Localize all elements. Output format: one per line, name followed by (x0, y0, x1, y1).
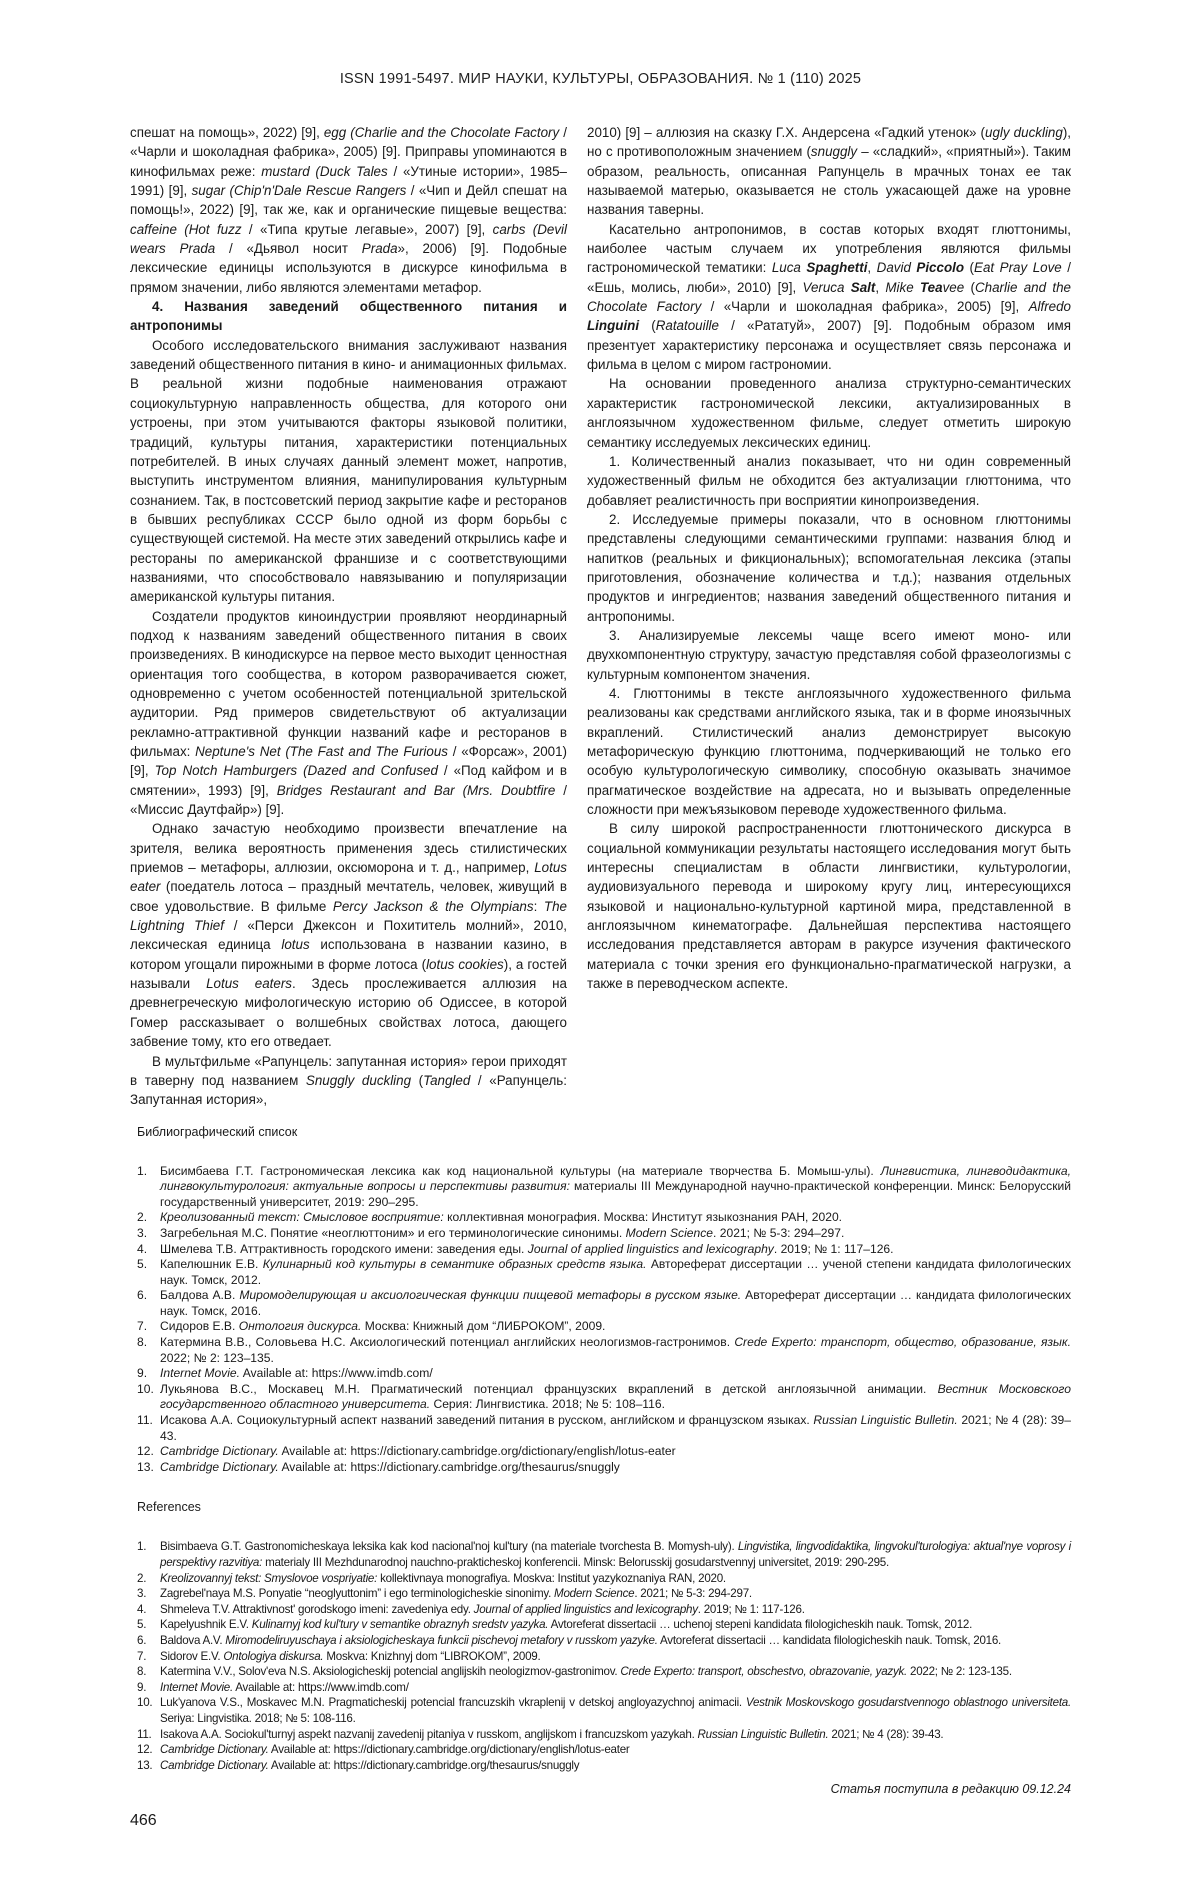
text-run: Available at: https://dictionary.cambridge.org/thesaurus/snuggly (269, 1759, 580, 1772)
text-run: Шмелева Т.В. Аттрактивность городского имени: заведения еды. (160, 1242, 528, 1256)
right-column (587, 123, 1071, 993)
reference-item (137, 1727, 1071, 1743)
text-run: , (875, 280, 885, 295)
reference-number: 13. (137, 1758, 152, 1774)
paragraph (587, 220, 1071, 375)
italic-text: ugly duckling (985, 125, 1063, 140)
text-run: / «Дьявол носит (215, 241, 362, 256)
reference-number: 3. (137, 1586, 146, 1602)
italic-text: Миромоделирующая и аксиологическая функции пищевой метафоры в русском языке. (239, 1288, 741, 1302)
bold-italic-text: Tea (920, 280, 943, 295)
text-run: / «Под кайфом и в смятении», 1993) [9], (130, 763, 567, 797)
italic-text: Russian Linguistic Bulletin. (813, 1413, 957, 1427)
text-run: В мультфильме «Рапунцель: запутанная история» герои приходят в таверну под названием (130, 1054, 567, 1088)
paragraph (587, 626, 1071, 684)
text-run: . 2021; № 5-3: 294-297. (634, 1587, 752, 1600)
reference-item (137, 1210, 1071, 1226)
reference-number: 8. (137, 1335, 147, 1351)
text-run: / «Чарли и шоколадная фабрика», 2005) [9], (701, 299, 1028, 314)
text-run: 2022; № 2: 123-135. (907, 1665, 1012, 1678)
italic-text: Ontologiya diskursa. (223, 1650, 323, 1663)
reference-number: 3. (137, 1226, 147, 1242)
italic-text: Percy Jackson & the Olympians (333, 899, 534, 914)
text-run: Создатели продуктов киноиндустрии проявляют неординарный подход к названиям заведений общественного питания в своих произведениях. В кинодискурсе на первое место выходит ценностная ориентация того сообщества, в котором разворачивается сюжет, одновременно с учетом особенностей потенциальной зрительской аудитории. Ряд примеров свидетельствуют об актуализации рекламно-аттрактивной функции названий кафе и ресторанов в фильмах: (130, 609, 567, 759)
italic-text: The Lightning Thief (130, 899, 567, 933)
text-run: 2021; № 4 (28): 39–43. (160, 1413, 1071, 1443)
bibliography-title: Библиографический список (137, 1124, 1071, 1140)
reference-number: 12. (137, 1444, 154, 1460)
left-column (130, 123, 567, 1110)
text-run: Особого исследовательского внимания заслуживают названия заведений общественного питания в кино- и анимационных фильмах. В реальной жизни подобные наименования отражают социокультурную направленность общества, для которого они устроены, при этом учитываются факторы языковой политики, традиций, культуры питания, характеристики потенциальных потребителей. В иных случаях данный элемент может, напротив, выступить инструментом влияния, манипулирования культурным сознанием. Так, в постсоветский период закрытие кафе и ресторанов в бывших республиках СССР было одной из форм борьбы с существующей системой. На месте этих заведений открылись кафе и рестораны по американской франшизе и с соответствующими названиями, что способствовало навязыванию и популяризации американской культуры питания. (130, 338, 567, 604)
text-run: коллективная монография. Москва: Институт языкознания РАН, 2020. (444, 1210, 842, 1224)
reference-item (137, 1226, 1071, 1242)
text-run: . 2021; № 5-3: 294–297. (713, 1226, 844, 1240)
reference-item (137, 1664, 1071, 1680)
text-run: 3. Анализируемые лексемы чаще всего имеют моно- или двухкомпонентную структуру, зачастую представляя собой фразеологизмы с культурным компонентом значения. (587, 628, 1071, 682)
text-run: ( (964, 280, 975, 295)
reference-number: 1. (137, 1539, 146, 1555)
italic-text: Bridges Restaurant and Bar (Mrs. Doubtfire (277, 783, 556, 798)
paragraph (130, 336, 567, 607)
text-run: : (534, 899, 544, 914)
paragraph (130, 123, 567, 297)
text-run: ), а гостей называли (130, 957, 567, 991)
italic-text: Вестник Московского государственного областного университета. (160, 1382, 1071, 1412)
text-run: Автореферат диссертации … ученой степени кандидата филологических наук. Томск, 2012. (160, 1257, 1071, 1287)
paragraph (587, 123, 1071, 220)
text-run: Капелюшник Е.В. (160, 1257, 263, 1271)
text-run: Бисимбаева Г.Т. Гастрономическая лексика как код национальной культуры (на материале творчества Б. Момыш-улы). (160, 1164, 881, 1178)
italic-text: Lotus eater (130, 860, 567, 894)
reference-number: 2. (137, 1210, 147, 1226)
text-run: использована в названии казино, в котором угощали пирожными в форме лотоса ( (130, 937, 567, 971)
reference-item (137, 1758, 1071, 1774)
italic-text: Veruca (803, 280, 851, 295)
italic-text: Crede Experto: транспорт, общество, образование, язык. (734, 1335, 1071, 1349)
document-page (0, 0, 1200, 1891)
italic-text: Luca (772, 260, 807, 275)
text-run: », 2006) [9]. Подобные лексические единицы используются в дискурсе кинофильма в прямом значении, либо являются элементами метафор. (130, 241, 567, 295)
text-run: 2021; № 4 (28): 39-43. (828, 1728, 943, 1741)
italic-text: Tangled (423, 1073, 470, 1088)
italic-text: Snuggly duckling (306, 1073, 411, 1088)
reference-item (137, 1742, 1071, 1758)
italic-text: Internet Movie. (160, 1681, 233, 1694)
text-run: На основании проведенного анализа структурно-семантических характеристик гастрономической лексики, актуализированных в англоязычном художественном фильме, следует отметить широкую семантику исследуемых лексических единиц. (587, 376, 1071, 449)
reference-item (137, 1460, 1071, 1476)
text-run: Лукьянова В.С., Москавец М.Н. Прагматический потенциал французских вкраплений в детской англоязычной анимации. (160, 1382, 938, 1396)
references-list (137, 1539, 1071, 1773)
italic-text: Journal of applied linguistics and lexicography (528, 1242, 774, 1256)
reference-number: 13. (137, 1460, 154, 1476)
italic-text: Креолизованный текст: Смысловое восприятие: (160, 1210, 444, 1224)
italic-text: Cambridge Dictionary. (160, 1759, 269, 1772)
reference-number: 9. (137, 1366, 147, 1382)
italic-text: Lingvistika, lingvodidaktika, lingvokul'turologiya: aktual'nye voprosy i perspektivy razvitiya: (160, 1540, 1071, 1569)
text-run: / «Перси Джексон и Похититель молний», 2010, лексическая единица (130, 918, 567, 952)
italic-text: Cambridge Dictionary. (160, 1460, 279, 1474)
italic-text: Кулинарный код культуры в семантике образных средств языка. (263, 1257, 647, 1271)
text-run: kollektivnaya monografiya. Moskva: Institut yazykoznaniya RAN, 2020. (377, 1572, 726, 1585)
text-run: (поедатель лотоса – праздный мечтатель, человек, живущий в свое удовольствие. В фильме (130, 879, 567, 913)
reference-number: 2. (137, 1571, 146, 1587)
italic-text: Russian Linguistic Bulletin. (698, 1728, 829, 1741)
page-number: 466 (130, 1811, 1071, 1831)
paragraph (587, 684, 1071, 819)
text-run: / «Форсаж», 2001) [9], (130, 744, 567, 778)
bold-italic-text: Linguini (587, 318, 639, 333)
text-run: 2010) [9] – аллюзия на сказку Г.Х. Андерсена «Гадкий утенок» ( (587, 125, 985, 140)
italic-text: Eat Pray Love (974, 260, 1062, 275)
text-run: Sidorov E.V. (160, 1650, 223, 1663)
reference-item (137, 1164, 1071, 1211)
text-run: – «сладкий», «приятный»). Таким образом, реальность, описанная Рапунцель в мрачных тонах ее так называемой матерью, оказывается не столь ужасающей даже на уровне названия таверны. (587, 144, 1071, 217)
text-run: Available at: https://dictionary.cambridge.org/dictionary/english/lotus-eater (269, 1743, 630, 1756)
section-heading (130, 297, 567, 336)
italic-text: Ratatouille (656, 318, 719, 333)
italic-text: Лингвистика, лингводидактика, лингвокультурология: актуальные вопросы и перспективы развития: (160, 1164, 1071, 1194)
text-run: Исакова А.А. Социокультурный аспект названий заведений питания в русском, английском и французском языках. (160, 1413, 813, 1427)
italic-text: Онтология дискурса. (239, 1319, 362, 1333)
reference-number: 7. (137, 1649, 146, 1665)
reference-item (137, 1382, 1071, 1413)
text-run: Seriya: Lingvistika. 2018; № 5: 108-116. (160, 1712, 356, 1725)
italic-text: Prada (362, 241, 398, 256)
reference-item (137, 1695, 1071, 1726)
reference-number: 5. (137, 1257, 147, 1273)
text-run: 4. Глюттонимы в тексте англоязычного художественного фильма реализованы как средствами английского языка, так и в форме иноязычных вкраплений. Стилистический анализ демонстрирует высокую метафорическую функцию глюттонима, подчеркивающий не только его особую культурологическую символику, способную оказывать значимое прагматическое воздействие на адресата, но и вызывать определенные сложности при межъязыковом переводе художественного фильма. (587, 686, 1071, 817)
reference-item (137, 1539, 1071, 1570)
text-run: 2022; № 2: 123–135. (160, 1351, 274, 1365)
text-run: / «Рапунцель: Запутанная история», (130, 1073, 567, 1107)
journal-header: ISSN 1991-5497. МИР НАУКИ, КУЛЬТУРЫ, ОБРАЗОВАНИЯ. № 1 (110) 2025 (130, 70, 1071, 88)
italic-text: snuggly (811, 144, 857, 159)
italic-text: Miromodeliruyuschaya i aksiologicheskaya funkcii pischevoj metafory v russkom yazyke. (225, 1634, 657, 1647)
reference-number: 4. (137, 1242, 147, 1258)
text-run: . Здесь прослеживается аллюзия на древнегреческую мифологическую историю об Одиссее, в которой Гомер рассказывает о волшебных свойствах лотоса, дающего забвение тому, кто его отведает. (130, 976, 567, 1049)
text-run: В силу широкой распространенности глюттонического дискурса в социальной коммуникации результаты настоящего исследования могут быть интересны специалистам в области лингвистики, культурологии, аудиовизуального перевода и широкому кругу лиц, интересующихся языковой и национально-культурной картиной мира, представленной в англоязычном кинематографе. Дальнейшая перспектива настоящего исследования представляется авторам в ракурсе изучения фактического материала с точки зрения его функционально-прагматической нагрузки, а также в переводческом аспекте. (587, 821, 1071, 991)
reference-item (137, 1617, 1071, 1633)
reference-number: 1. (137, 1164, 147, 1180)
text-run: / «Рататуй», 2007) [9]. Подобным образом имя презентует характеристику персонажа и осуществляет связь персонажа и фильма в целом с миром гастрономии. (587, 318, 1071, 372)
italic-text: Mike (885, 280, 920, 295)
paragraph (587, 819, 1071, 993)
italic-text: David (877, 260, 917, 275)
italic-text: sugar (Chip'n'Dale Rescue Rangers (192, 183, 407, 198)
reference-item (137, 1586, 1071, 1602)
text-run: Москва: Книжный дом “ЛИБРОКОМ”, 2009. (361, 1319, 605, 1333)
italic-text: Neptune's Net (The Fast and The Furious (195, 744, 448, 759)
italic-text: vee (943, 280, 965, 295)
italic-text: Vestnik Moskovskogo gosudarstvennogo oblastnogo universiteta. (746, 1696, 1071, 1709)
reference-item (137, 1602, 1071, 1618)
italic-text: Top Notch Hamburgers (Dazed and Confused (155, 763, 438, 778)
italic-text: egg (Charlie and the Chocolate Factory (324, 125, 559, 140)
bold-italic-text: Salt (851, 280, 876, 295)
text-run: / «Чип и Дейл спешат на помощь!», 2022) [9], так же, как и органические пищевые вещества: (130, 183, 567, 217)
text-run: Moskva: Knizhnyj dom “LIBROKOM”, 2009. (323, 1650, 540, 1663)
italic-text: lotus cookies (426, 957, 504, 972)
text-run: 4. Названия заведений общественного питания и антропонимы (130, 299, 567, 333)
text-run: / «Ешь, молись, люби», 2010) [9], (587, 260, 1071, 294)
paragraph (587, 510, 1071, 626)
italic-text: Lotus eaters (206, 976, 292, 991)
reference-number: 4. (137, 1602, 146, 1618)
text-run: 1. Количественный анализ показывает, что ни один современный художественный фильм не обходится без актуализации глюттонима, что добавляет реалистичность при восприятии кинопроизведения. (587, 454, 1071, 508)
italic-text: lotus (281, 937, 309, 952)
reference-item (137, 1288, 1071, 1319)
text-run: Avtoreferat dissertacii … uchenoj stepeni kandidata filologicheskih nauk. Tomsk, 2012. (548, 1618, 972, 1631)
text-run: ( (639, 318, 656, 333)
reference-number: 10. (137, 1695, 152, 1711)
bold-italic-text: Spaghetti (806, 260, 867, 275)
text-run: материалы III Международной научно-практической конференции. Минск: Белорусский государственный университет, 2019: 290–295. (160, 1179, 1071, 1209)
italic-text: Internet Movie. (160, 1366, 240, 1380)
text-run: . 2019; № 1: 117–126. (774, 1242, 894, 1256)
text-run: Avtoreferat dissertacii … kandidata filologicheskih nauk. Tomsk, 2016. (658, 1634, 1001, 1647)
italic-text: mustard (Duck Tales (261, 164, 387, 179)
paragraph (130, 819, 567, 1051)
reference-item (137, 1571, 1071, 1587)
reference-item (137, 1242, 1071, 1258)
italic-text: Modern Science (626, 1226, 713, 1240)
italic-text: Alfredo (1029, 299, 1071, 314)
text-run: / «Чарли и шоколадная фабрика», 2005) [9]. Приправы упоминаются в кинофильмах реже: (130, 125, 567, 179)
reference-number: 7. (137, 1319, 147, 1335)
text-run: Katermina V.V., Solov'eva N.S. Aksiologicheskij potencial anglijskih neologizmov-gastronimov. (160, 1665, 620, 1678)
text-run: спешат на помощь», 2022) [9], (130, 125, 324, 140)
reference-number: 11. (137, 1727, 152, 1743)
text-run: ), но с противоположным значением ( (587, 125, 1071, 159)
text-run: / «Утиные истории», 1985–1991) [9], (130, 164, 567, 198)
text-run: Shmeleva T.V. Attraktivnost' gorodskogo imeni: zavedeniya edy. (160, 1603, 474, 1616)
paragraph (130, 607, 567, 820)
text-run: Available at: https://www.imdb.com/ (240, 1366, 433, 1380)
reference-item (137, 1444, 1071, 1460)
reference-item (137, 1319, 1071, 1335)
paragraph (587, 374, 1071, 451)
text-run: , (867, 260, 876, 275)
paragraph (130, 1052, 567, 1110)
italic-text: caffeine (Hot fuzz (130, 222, 242, 237)
italic-text: Charlie and the Chocolate Factory (587, 280, 1071, 314)
text-run: Available at: https://www.imdb.com/ (233, 1681, 409, 1694)
reference-number: 11. (137, 1413, 153, 1429)
body-columns (130, 123, 1071, 1110)
reference-item (137, 1335, 1071, 1366)
text-run: ( (411, 1073, 423, 1088)
reference-item (137, 1366, 1071, 1382)
reference-number: 12. (137, 1742, 152, 1758)
italic-text: Crede Experto: transport, obschestvo, obrazovanie, yazyk. (620, 1665, 907, 1678)
text-run: 2. Исследуемые примеры показали, что в основном глюттонимы представлены следующими семантическими группами: названия блюд и напитков (реальных и фикциональных); вспомогательная лексика (этапы приготовления, обозначение количества и т.д.); названия отдельных продуктов и ингредиентов; названия заведений общественного питания и антропонимы. (587, 512, 1071, 624)
text-run: Luk'yanova V.S., Moskavec M.N. Pragmaticheskij potencial francuzskih vkraplenij v detskoj angloyazychnoj animacii. (160, 1696, 746, 1709)
reference-number: 9. (137, 1680, 146, 1696)
text-run: Серия: Лингвистика. 2018; № 5: 108–116. (430, 1397, 665, 1411)
reference-number: 10. (137, 1382, 154, 1398)
text-run: Bisimbaeva G.T. Gastronomicheskaya leksika kak kod nacional'noj kul'tury (na materiale tvorchesta B. Momysh-uly). (160, 1540, 738, 1553)
reference-item (137, 1680, 1071, 1696)
italic-text: Journal of applied linguistics and lexicography (474, 1603, 698, 1616)
text-run: Однако зачастую необходимо произвести впечатление на зрителя, велика вероятность применения здесь стилистических приемов – метафоры, аллюзии, оксюморона и т. д., например, (130, 821, 567, 875)
references-title: References (137, 1499, 1071, 1515)
bibliography-list (137, 1164, 1071, 1476)
text-run: Kapelyushnik E.V. (160, 1618, 252, 1631)
reference-item (137, 1633, 1071, 1649)
text-run: Available at: https://dictionary.cambridge.org/thesaurus/snuggly (279, 1460, 620, 1474)
text-run: Сидоров Е.В. (160, 1319, 239, 1333)
italic-text: Modern Science (554, 1587, 634, 1600)
reference-number: 5. (137, 1617, 146, 1633)
reference-number: 6. (137, 1633, 146, 1649)
italic-text: Kreolizovannyj tekst: Smyslovoe vospriyatie: (160, 1572, 377, 1585)
reference-item (137, 1257, 1071, 1288)
paragraph (587, 452, 1071, 510)
text-run: Катермина В.В., Соловьева Н.С. Аксиологический потенциал английских неологизмов-гастронимов. (160, 1335, 734, 1349)
italic-text: Cambridge Dictionary. (160, 1444, 279, 1458)
reference-item (137, 1649, 1071, 1665)
received-date: Статья поступила в редакцию 09.12.24 (130, 1781, 1071, 1797)
italic-text: Cambridge Dictionary. (160, 1743, 269, 1756)
reference-number: 8. (137, 1664, 146, 1680)
text-run: Касательно антропонимов, в состав которых входят глюттонимы, наиболее частым случаем их употребления являются фильмы гастрономической тематики: (587, 222, 1071, 276)
text-run: Загребельная М.С. Понятие «неоглюттоним» и его терминологические синонимы. (160, 1226, 626, 1240)
text-run: / «Миссис Даутфайр») [9]. (130, 783, 567, 817)
text-run: materialy III Mezhdunarodnoj nauchno-prakticheskoj konferencii. Minsk: Belorusskij gosudarstvennyj universitet, 2019: 290-295. (262, 1556, 889, 1569)
text-run: Baldova A.V. (160, 1634, 225, 1647)
text-run: Available at: https://dictionary.cambridge.org/dictionary/english/lotus-eater (279, 1444, 676, 1458)
text-run: Автореферат диссертации … кандидата филологических наук. Томск, 2016. (160, 1288, 1071, 1318)
text-run: Isakova A.A. Sociokul'turnyj aspekt nazvanij zavedenij pitaniya v russkom, anglijskom i francuzskom yazykah. (160, 1728, 698, 1741)
text-run: . 2019; № 1: 117-126. (698, 1603, 805, 1616)
text-run: Zagrebel'naya M.S. Ponyatie “neoglyuttonim” i ego terminologicheskie sinonimy. (160, 1587, 554, 1600)
italic-text: Kulinarnyj kod kul'tury v semantike obraznyh sredstv yazyka. (252, 1618, 549, 1631)
text-run: / «Типа крутые легавые», 2007) [9], (242, 222, 493, 237)
reference-item (137, 1413, 1071, 1444)
italic-text: carbs (Devil wears Prada (130, 222, 567, 256)
reference-number: 6. (137, 1288, 147, 1304)
text-run: Балдова А.В. (160, 1288, 239, 1302)
bold-italic-text: Piccolo (916, 260, 964, 275)
text-run: ( (964, 260, 974, 275)
